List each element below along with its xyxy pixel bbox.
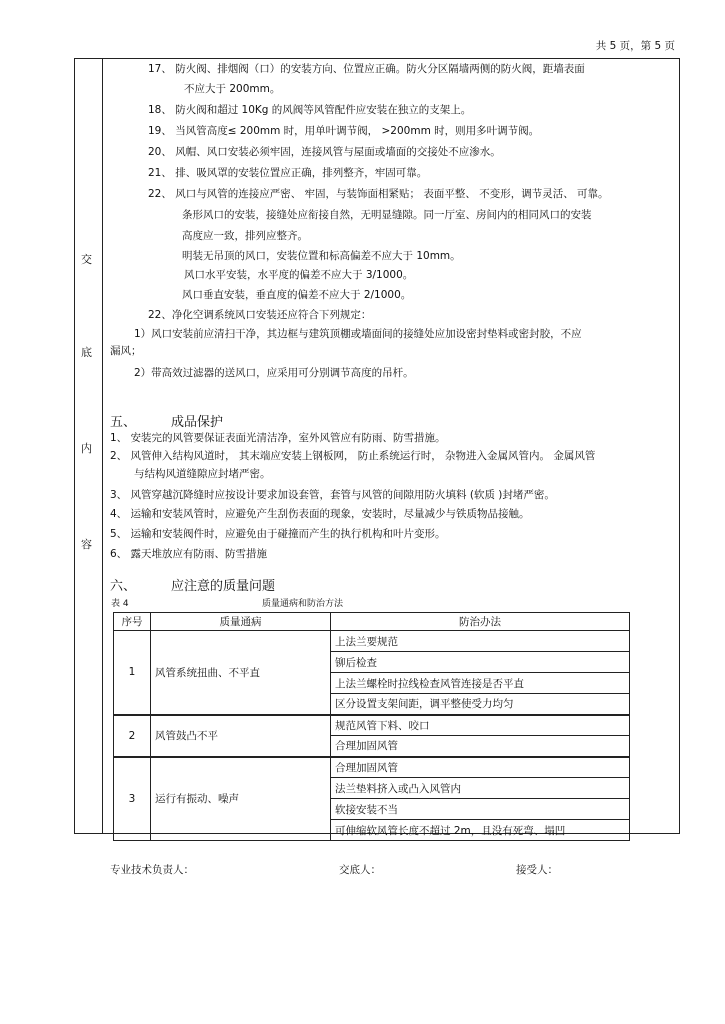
- row-no: 2: [114, 715, 151, 757]
- side-label-char: 容: [81, 538, 92, 551]
- page-info: 共 5 页，第 5 页: [595, 40, 675, 52]
- row-fix: 法兰垫料挤入或凸入风管内: [331, 778, 630, 799]
- row-fix: 可伸缩软风管长度不超过 2m，且没有死弯、塌凹: [331, 820, 630, 841]
- item-line: 不应大于 200mm。: [184, 83, 281, 95]
- section6-title: 应注意的质量问题: [171, 579, 276, 594]
- footer-receiver: 接受人：: [516, 864, 558, 876]
- section5-line: 5、 运输和安装阀件时，应避免由于碰撞而产生的执行机构和叶片变形。: [110, 528, 446, 540]
- side-label-char: 内: [81, 442, 92, 455]
- item-line: 高度应一致，排列应整齐。: [182, 230, 308, 242]
- section5-line: 3、 风管穿越沉降缝时应按设计要求加设套管，套管与风管的间隙用防火填料 (软质 )封堵严密。: [110, 489, 555, 501]
- item-line: 21、 排、吸风罩的安装位置应正确，排列整齐，牢固可靠。: [148, 167, 428, 179]
- table-header-row: [114, 613, 630, 631]
- row-fix: 规范风管下料、咬口: [331, 715, 630, 736]
- quality-issues-table: [113, 612, 630, 841]
- item-line: 19、 当风管高度≤ 200mm 时，用单叶调节阀， >200mm 时，则用多叶调节阀。: [148, 125, 540, 137]
- table-caption: 质量通病和防治方法: [262, 599, 344, 609]
- row-fix: 合理加固风管: [331, 736, 630, 757]
- item-line: 1）风口安装前应清扫干净，其边框与建筑顶棚或墙面间的接缝处应加设密封垫料或密封胶，不应: [134, 328, 582, 340]
- row-fix: 上法兰螺栓时拉线检查风管连接是否平直: [331, 673, 630, 694]
- section5-line: 4、 运输和安装风管时，应避免产生刮伤表面的现象，安装时，尽量减少与铁质物品接触。: [110, 508, 530, 520]
- item-line: 风口垂直安装，垂直度的偏差不应大于 2/1000。: [182, 289, 412, 301]
- section5-title: 成品保护: [171, 415, 224, 430]
- header-fix: 防治办法: [331, 613, 630, 631]
- row-issue: 运行有振动、噪声: [151, 757, 331, 841]
- frame-divider: [102, 58, 103, 834]
- row-fix: 区分设置支架间距，调平整使受力均匀: [331, 694, 630, 715]
- row-no: 3: [114, 757, 151, 841]
- item-line: 18、 防火阀和超过 10Kg 的风阀等风管配件应安装在独立的支架上。: [148, 104, 472, 116]
- row-issue: 风管系统扭曲、不平直: [151, 631, 331, 715]
- row-issue: 风管鼓凸不平: [151, 715, 331, 757]
- footer-presenter: 交底人：: [339, 864, 381, 876]
- table-label: 表 4: [111, 599, 129, 609]
- table-row: [114, 757, 630, 778]
- footer-tech-lead: 专业技术负责人：: [110, 864, 194, 876]
- item-line: 20、 风帽、风口安装必须牢固，连接风管与屋面或墙面的交接处不应渗水。: [148, 146, 501, 158]
- table-row: [114, 715, 630, 736]
- item-line: 明装无吊顶的风口，安装位置和标高偏差不应大于 10mm。: [182, 250, 461, 262]
- item-line: 22、 风口与风管的连接应严密、 牢固，与装饰面相紧贴； 表面平整、 不变形，调节灵活、 可靠。: [148, 188, 609, 200]
- item-line: 22、净化空调系统风口安装还应符合下列规定：: [148, 309, 372, 321]
- side-label-char: 底: [81, 346, 92, 359]
- row-fix: 软接安装不当: [331, 799, 630, 820]
- section5-number: 五、: [110, 415, 137, 430]
- table-row: [114, 631, 630, 652]
- row-fix: 铆后检查: [331, 652, 630, 673]
- section5-line: 与结构风道缝隙应封堵严密。: [134, 468, 271, 480]
- item-line: 17、 防火阀、排烟阀（口）的安装方向、位置应正确。防火分区隔墙两侧的防火阀，距墙表面: [148, 63, 585, 75]
- item-line: 条形风口的安装，接缝处应衔接自然，无明显缝隙。同一厅室、房间内的相同风口的安装: [182, 209, 592, 221]
- section6-number: 六、: [110, 579, 137, 594]
- section5-line: 6、 露天堆放应有防雨、防雪措施: [110, 548, 268, 560]
- section5-line: 2、 风管伸入结构风道时， 其末端应安装上钢板网， 防止系统运行时， 杂物进入金属风管内。 金属风管: [110, 450, 596, 462]
- side-label-char: 交: [81, 253, 92, 266]
- section5-line: 1、 安装完的风管要保证表面光清洁净，室外风管应有防雨、防雪措施。: [110, 432, 446, 444]
- row-no: 1: [114, 631, 151, 715]
- item-line: 漏风；: [110, 345, 142, 357]
- row-fix: 合理加固风管: [331, 757, 630, 778]
- item-line: 风口水平安装，水平度的偏差不应大于 3/1000。: [184, 269, 414, 281]
- row-fix: 上法兰要规范: [331, 631, 630, 652]
- header-no: 序号: [114, 613, 151, 631]
- item-line: 2）带高效过滤器的送风口，应采用可分别调节高度的吊杆。: [134, 367, 414, 379]
- header-issue: 质量通病: [151, 613, 331, 631]
